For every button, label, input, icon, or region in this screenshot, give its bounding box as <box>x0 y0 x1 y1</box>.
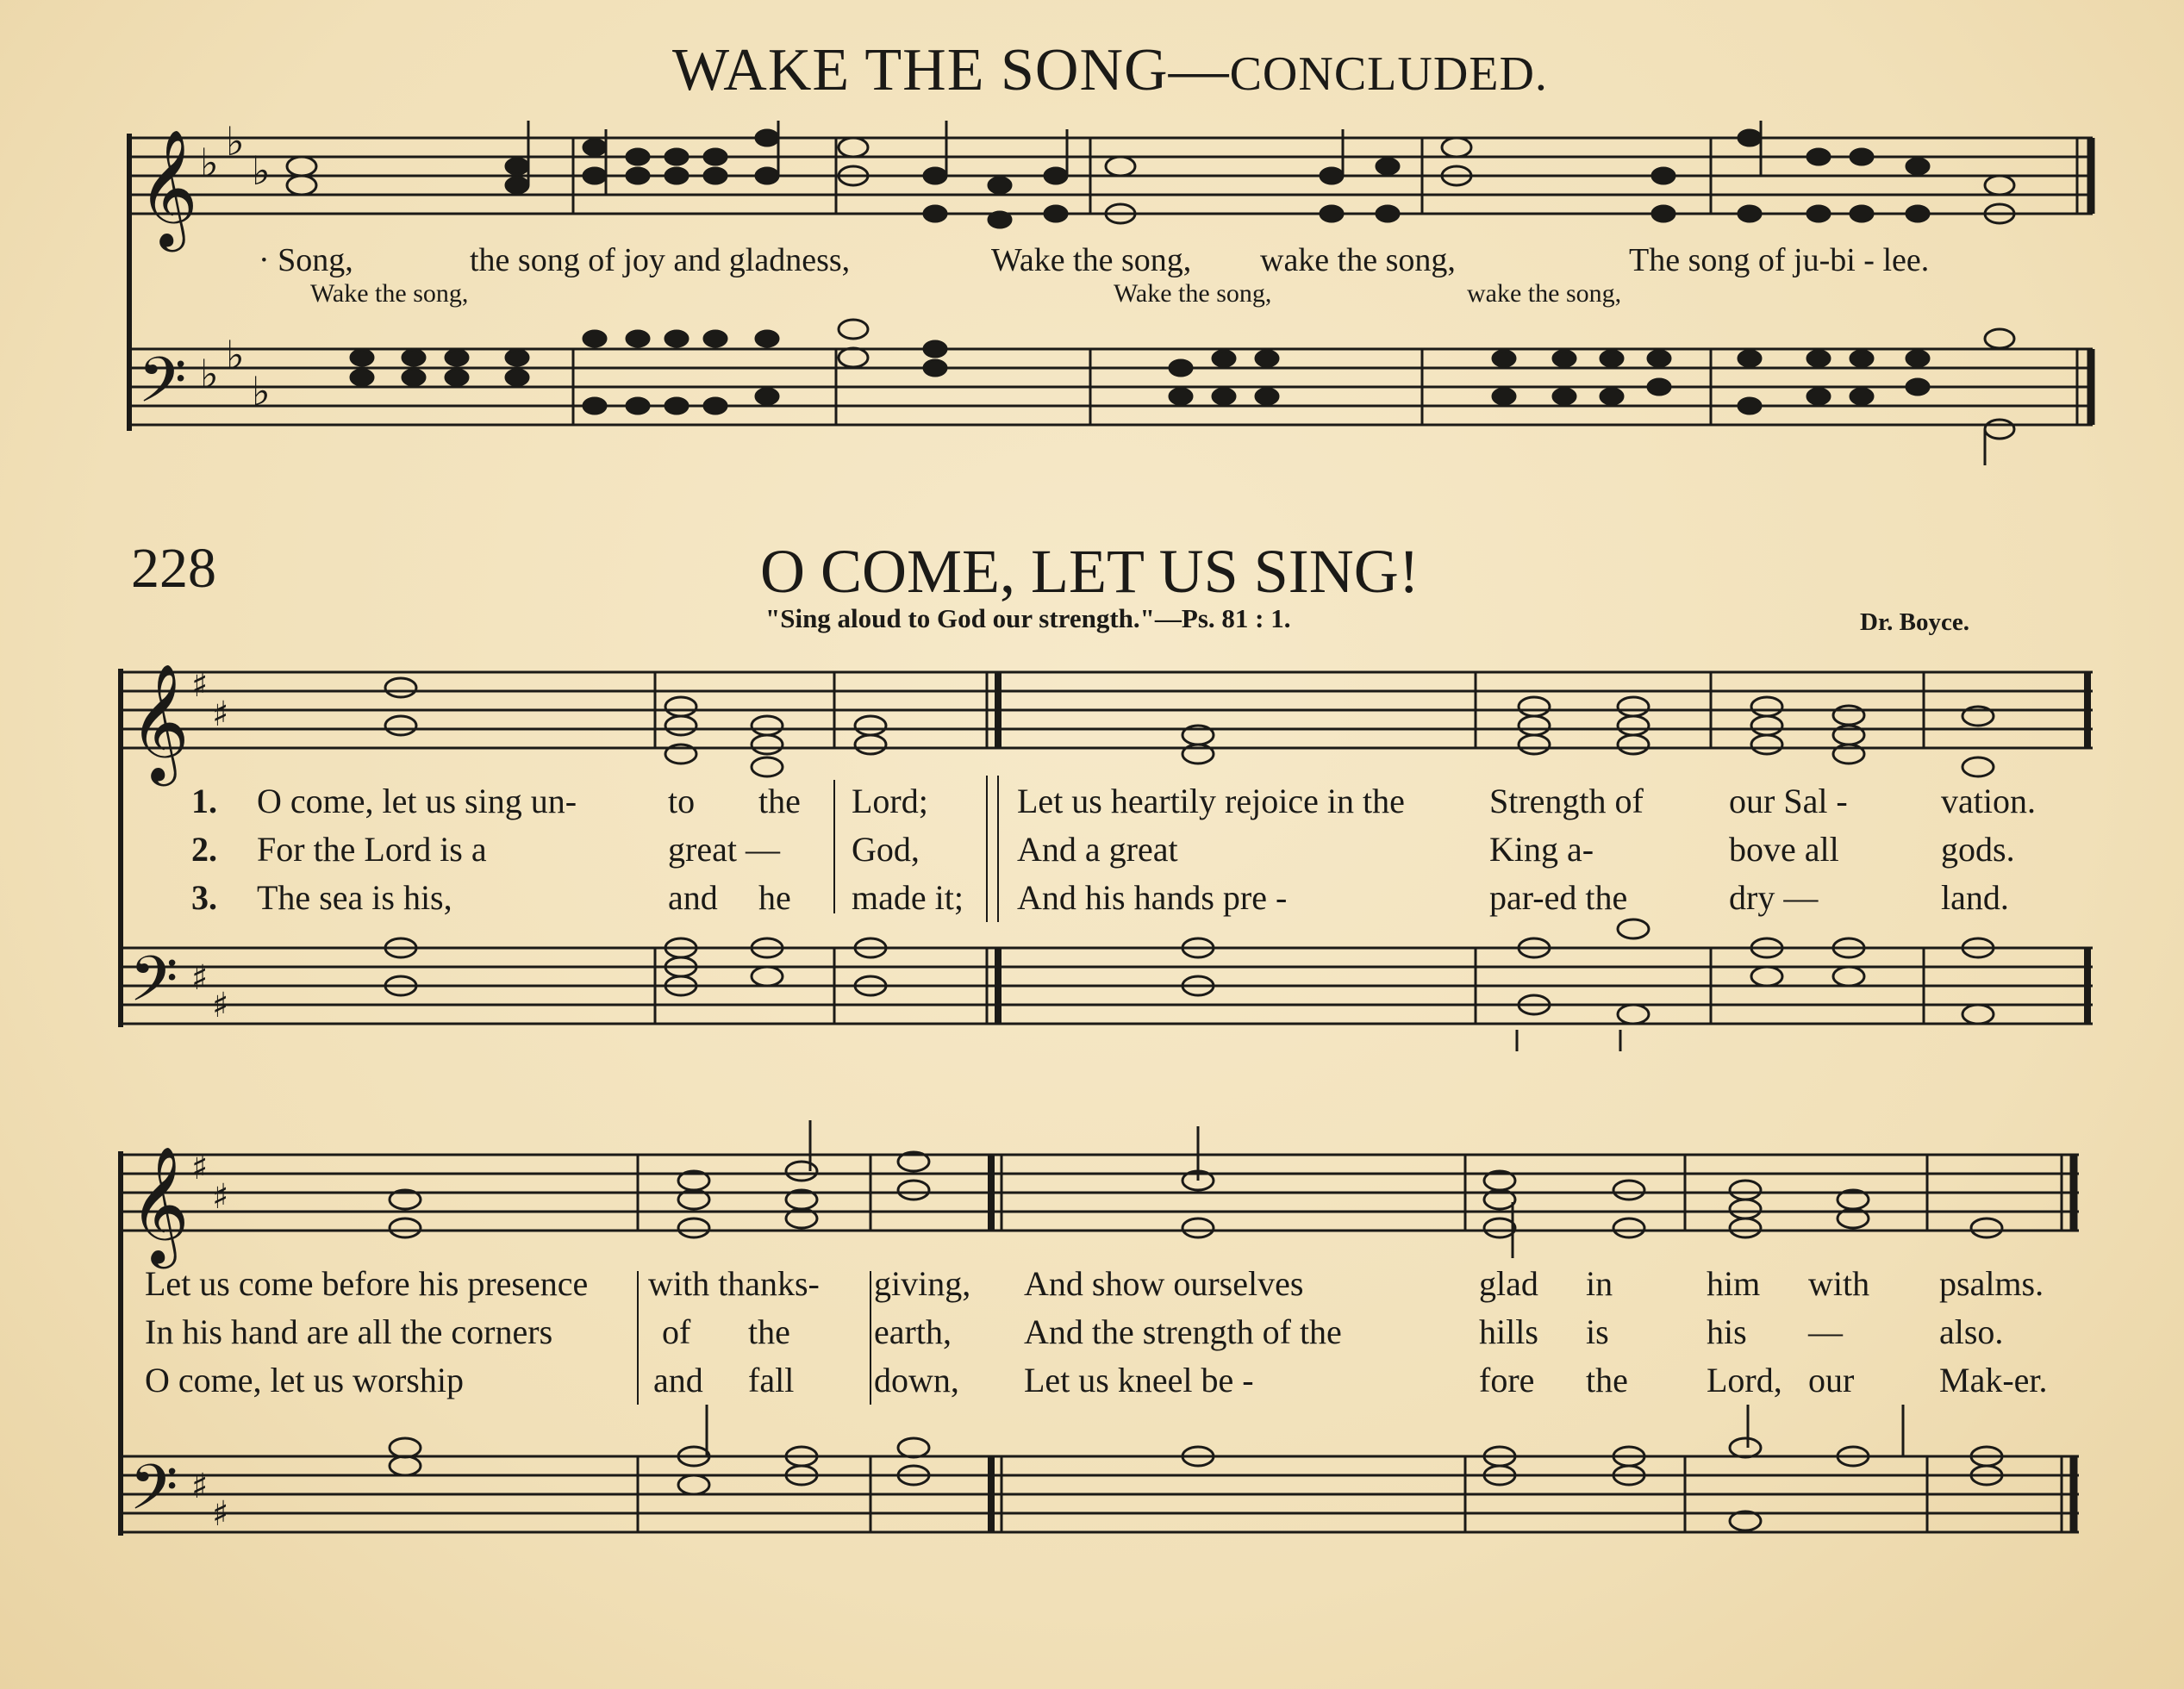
lyric-cell: O come, let us sing un- <box>257 782 577 820</box>
svg-text:♯: ♯ <box>212 986 229 1025</box>
lyric-cell: The sea is his, <box>257 878 452 917</box>
treble-clef-icon: 𝄞 <box>129 1144 190 1263</box>
lyric-cell: great — <box>668 830 780 869</box>
lyric-cell: him <box>1707 1264 1761 1303</box>
svg-text:♯: ♯ <box>191 958 209 998</box>
lyric-cell: dry — <box>1729 878 1819 917</box>
echo-wake-the-song-1: Wake the song, <box>310 279 469 308</box>
lyric-cell: vation. <box>1941 782 2036 820</box>
verse-number: 2. <box>191 830 217 869</box>
lyric-cell: fall <box>748 1361 795 1399</box>
system2-treble-notes <box>385 678 1994 776</box>
lyric-cell: giving, <box>874 1264 971 1303</box>
composer-credit: Dr. Boyce. <box>1860 608 1969 636</box>
lyric-cell: King a- <box>1489 830 1594 869</box>
lyric-cell: Let us heartily rejoice in the <box>1017 782 1405 820</box>
system1-bass-notes <box>351 320 2014 439</box>
lyric-cell: the <box>758 782 801 820</box>
treble-clef-icon: 𝄞 <box>129 662 190 781</box>
lyric-cell: also. <box>1939 1312 2004 1351</box>
lyric-cell: Let us come before his presence <box>145 1264 589 1303</box>
hymn-title: O COME, LET US SING! <box>760 537 1420 606</box>
lyric-cell: God, <box>852 830 920 869</box>
svg-text:♭: ♭ <box>252 147 271 194</box>
svg-text:♯: ♯ <box>212 1494 229 1534</box>
verse-number: 3. <box>191 878 217 917</box>
lyric-cell: with thanks- <box>648 1264 820 1303</box>
lyric-song: · Song, <box>259 242 353 278</box>
lyric-cell: hills <box>1479 1312 1538 1351</box>
lyric-cell: down, <box>874 1361 959 1399</box>
system3-bass-staff <box>121 1456 2079 1532</box>
lyric-wake-the-song-2: wake the song, <box>1260 242 1456 278</box>
hymn-number: 228 <box>131 537 216 600</box>
lyric-cell: Lord; <box>852 782 928 820</box>
system2-treble-staff <box>121 672 2093 748</box>
treble-clef-icon: 𝄞 <box>138 128 198 246</box>
lyric-cell: with <box>1808 1264 1870 1303</box>
echo-wake-the-song-2: Wake the song, <box>1114 279 1272 308</box>
svg-text:♯: ♯ <box>212 1177 229 1217</box>
svg-text:♯: ♯ <box>191 1148 209 1187</box>
lyric-wake-the-song-1: Wake the song, <box>991 242 1192 278</box>
bass-clef-icon: 𝄢 <box>129 942 178 1031</box>
svg-text:♭: ♭ <box>226 332 245 378</box>
lyric-cell: to <box>668 782 696 820</box>
lyric-cell: land. <box>1941 878 2009 917</box>
verse-number: 1. <box>191 782 217 820</box>
system2-bass-notes <box>385 919 1994 1024</box>
lyric-cell: in <box>1586 1264 1613 1303</box>
lyric-cell: And show ourselves <box>1024 1264 1304 1303</box>
lyric-cell: our Sal - <box>1729 782 1848 820</box>
lyric-cell: And a great <box>1017 830 1178 869</box>
system3-treble-notes <box>390 1152 2002 1237</box>
lyric-cell: Let us kneel be - <box>1024 1361 1254 1399</box>
lyric-cell: In his hand are all the corners <box>145 1312 553 1351</box>
bass-clef-icon: 𝄢 <box>129 1450 178 1539</box>
lyric-cell: Strength of <box>1489 782 1644 820</box>
lyric-cell: our <box>1808 1361 1855 1399</box>
svg-text:♭: ♭ <box>252 368 271 414</box>
page-title: WAKE THE SONG—CONCLUDED. <box>672 37 1548 103</box>
lyric-cell: par-ed the <box>1489 878 1628 917</box>
system1-treble-staff <box>129 138 2093 214</box>
lyric-cell: fore <box>1479 1361 1535 1399</box>
lyric-cell: For the Lord is a <box>257 830 487 869</box>
lyric-cell: — <box>1808 1312 1843 1351</box>
lyric-cell: and <box>653 1361 703 1399</box>
lyric-cell: is <box>1586 1312 1609 1351</box>
lyric-cell: And the strength of the <box>1024 1312 1342 1351</box>
lyric-cell: gods. <box>1941 830 2015 869</box>
lyric-cell: Lord, <box>1707 1361 1782 1399</box>
svg-text:♭: ♭ <box>200 140 219 186</box>
lyric-jubilee: The song of ju-bi - lee. <box>1629 242 1930 278</box>
lyric-cell: his <box>1707 1312 1747 1351</box>
lyric-cell: earth, <box>874 1312 952 1351</box>
svg-text:♭: ♭ <box>226 118 245 165</box>
scripture-reference: "Sing aloud to God our strength."—Ps. 81 : 1. <box>765 603 1291 633</box>
lyric-cell: the <box>748 1312 790 1351</box>
svg-text:♯: ♯ <box>191 1467 209 1506</box>
svg-text:♯: ♯ <box>191 665 209 705</box>
lyric-cell: glad <box>1479 1264 1538 1303</box>
lyric-cell: O come, let us worship <box>145 1361 464 1399</box>
lyric-joy-gladness: the song of joy and gladness, <box>470 242 851 278</box>
lyric-cell: he <box>758 878 791 917</box>
bass-clef-icon: 𝄢 <box>138 343 187 432</box>
lyric-cell: and <box>668 878 718 917</box>
lyric-cell: of <box>662 1312 691 1351</box>
lyric-cell: And his hands pre - <box>1017 878 1288 917</box>
lyric-cell: bove all <box>1729 830 1839 869</box>
echo-wake-the-song-3: wake the song, <box>1467 279 1622 308</box>
lyric-cell: the <box>1586 1361 1628 1399</box>
lyric-cell: made it; <box>852 878 964 917</box>
svg-text:♭: ♭ <box>200 351 219 397</box>
system3-bass-notes <box>390 1438 2002 1530</box>
lyric-cell: Mak-er. <box>1939 1361 2048 1399</box>
svg-text:♯: ♯ <box>212 695 229 734</box>
lyric-cell: psalms. <box>1939 1264 2044 1303</box>
